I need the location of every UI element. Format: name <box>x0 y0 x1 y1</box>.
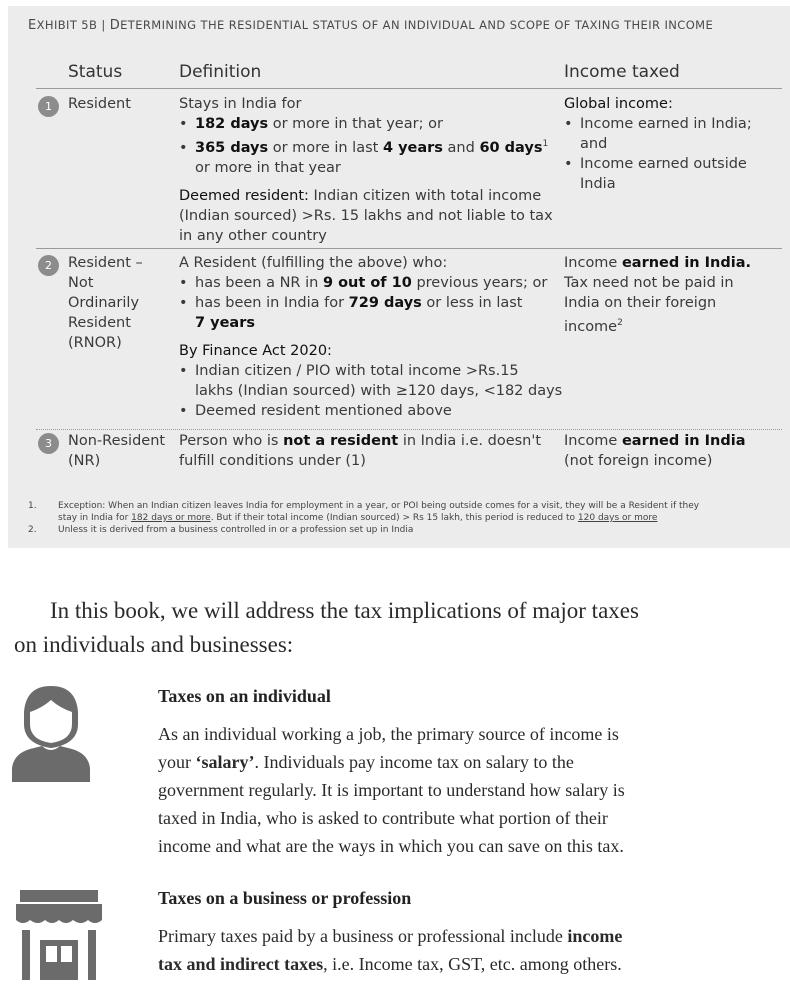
exhibit-title: EXHIBIT 5B | DETERMINING THE RESIDENTIAL STATUS OF AN INDIVIDUAL AND SCOPE OF TAXING THEIR INCOME <box>28 18 714 33</box>
business-body: Primary taxes paid by a business or professional include income tax and indirect taxes, i.e. Income tax, GST, etc. among others. <box>158 926 623 974</box>
row3-status: Non-Resident (NR) <box>68 433 166 469</box>
header-divider <box>36 88 782 89</box>
person-icon <box>12 686 90 787</box>
individual-body: As an individual working a job, the primary source of income is your ‘salary’. Individuals pay income tax on salary to the government regularly. It is important to understand how salary is taxed in India, who is asked to contribute what portion of their income and what are the ways in which you can save on this tax. <box>158 724 625 856</box>
row-divider <box>36 429 782 430</box>
row-number-badge: 3 <box>38 433 59 454</box>
header-definition: Definition <box>179 62 262 82</box>
row3-definition: Person who is not a resident in India i.e. doesn't fulfill conditions under (1) <box>179 433 542 469</box>
storefront-icon <box>16 890 102 985</box>
row3-income: Income earned in India (not foreign income) <box>564 433 746 469</box>
row-number-badge: 2 <box>38 255 59 276</box>
row2-status: Resident – Not Ordinarily Resident (RNOR) <box>68 255 143 351</box>
row-number-badge: 1 <box>38 96 59 117</box>
row-divider <box>36 248 782 249</box>
exhibit-5b-table <box>8 6 790 548</box>
row1-income: Global income: • Income earned in India; and • Income earned outside India <box>564 94 752 194</box>
header-status: Status <box>68 62 123 82</box>
exhibit-footnotes: 1. Exception: When an Indian citizen leaves India for employment in a year, or POI being outside comes for a visit, they will be a Resident if they stay in India for 182 days or more. But if their total income (Indian sourced) > Rs 15 lakh, this period is reduced to 120 days or more 2. Unless it is derived from a business controlled in or a profession set up in India <box>28 501 700 535</box>
row1-definition: Stays in India for • 182 days or more in that year; or • 365 days or more in last 4 years and 60 days$^1$ or more in that year Deemed resident: Indian citizen with total income (Indian sourced) >Rs. 15 lakhs and not liable to tax in any other country <box>179 94 553 246</box>
row1-status: Resident <box>68 96 131 112</box>
header-income-taxed: Income taxed <box>564 62 680 82</box>
individual-heading: Taxes on an individual <box>158 686 331 706</box>
row2-definition: A Resident (fulfilling the above) who: • has been a NR in 9 out of 10 previous years; or • has been in India for 729 days or less in last 7 years By Finance Act 2020: • Indian citizen / PIO with total income >Rs.15 lakhs (Indian sourced) with ≥120 days, <182 days • Deemed resident mentioned above <box>179 253 562 421</box>
business-heading: Taxes on a business or profession <box>158 888 412 908</box>
intro-paragraph: In this book, we will address the tax implications of major taxes on individuals and businesses: <box>14 598 639 657</box>
row2-income: Income earned in India. Tax need not be paid in India on their foreign income$^2$ <box>564 255 752 335</box>
